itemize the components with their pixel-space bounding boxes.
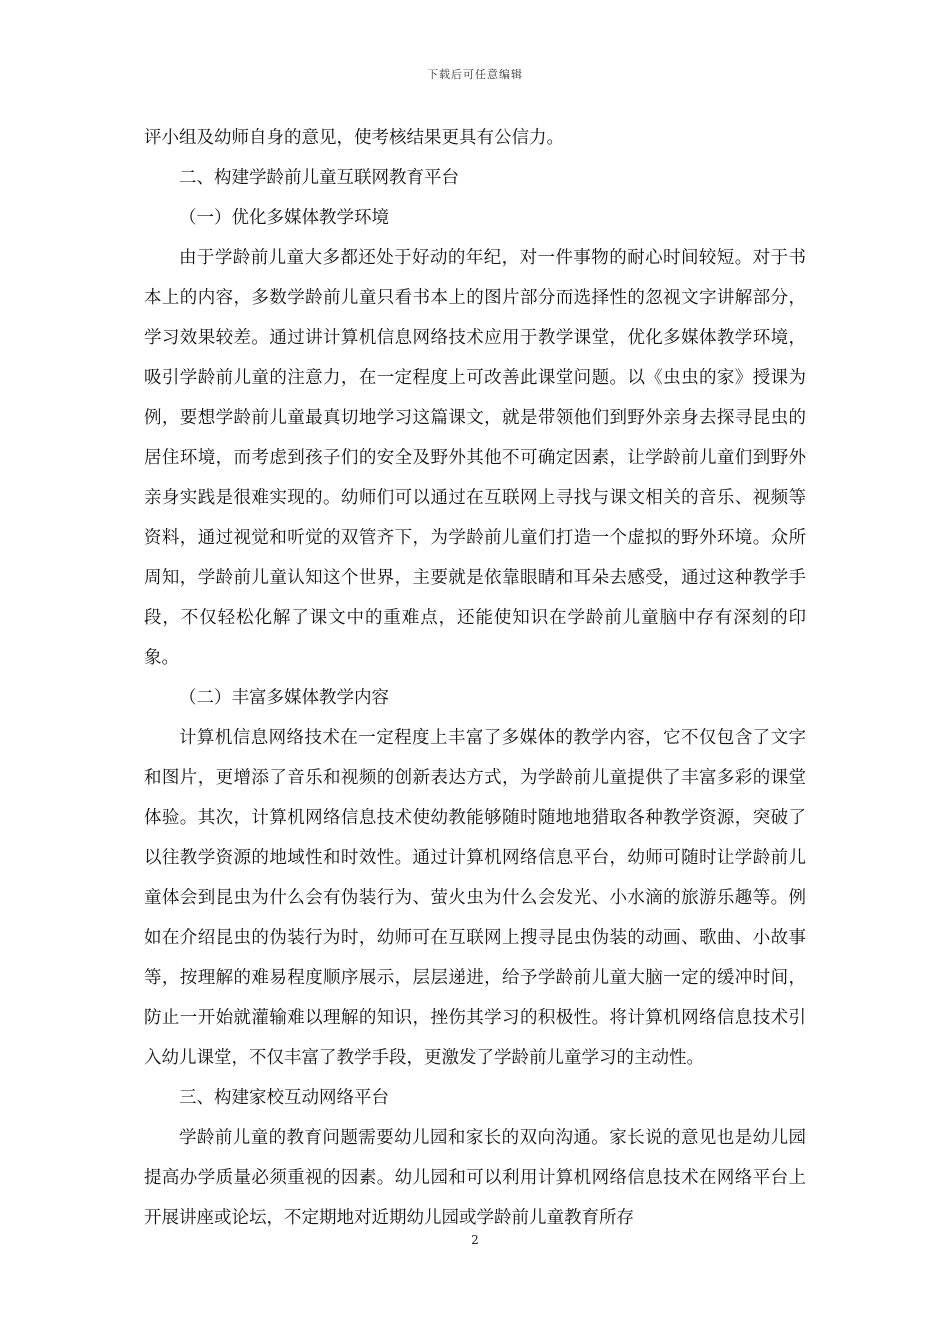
section-heading-3: 三、构建家校互动网络平台 [179,1088,389,1108]
paragraph: 学龄前儿童的教育问题需要幼儿园和家长的双向沟通。家长说的意见也是幼儿园提高办学质量必须重视的因素。幼儿园和可以利用计算机网络信息技术在网络平台上开展讲座或论坛，不定期地对近期幼儿园或学龄前儿童教育所存 [144,1128,806,1228]
subsection-heading-2-2: （二）丰富多媒体教学内容 [179,688,389,708]
section-heading-2: 二、构建学龄前儿童互联网教育平台 [179,168,459,188]
paragraph-continuation: 评小组及幼师自身的意见，使考核结果更具有公信力。 [144,128,564,148]
page-header: 下载后可任意编辑 [427,68,523,81]
paragraph: 计算机信息网络技术在一定程度上丰富了多媒体的教学内容，它不仅包含了文字和图片，更增添了音乐和视频的创新表达方式，为学龄前儿童提供了丰富多彩的课堂体验。其次，计算机网络信息技术使幼教能够随时随地地猎取各种教学资源，突破了以往教学资源的地域性和时效性。通过计算机网络信息平台，幼师可随时让学龄前儿童体会到昆虫为什么会有伪装行为、萤火虫为什么会发光、小水滴的旅游乐趣等。例如在介绍昆虫的伪装行为时，幼师可在互联网上搜寻昆虫伪装的动画、歌曲、小故事等，按理解的难易程度顺序展示，层层递进，给予学龄前儿童大脑一定的缓冲时间，防止一开始就灌输难以理解的知识，挫伤其学习的积极性。将计算机网络信息技术引入幼儿课堂，不仅丰富了教学手段，更激发了学龄前儿童学习的主动性。 [144,728,806,1068]
page-number: 2 [471,1233,479,1247]
body-text [144,118,806,1238]
subsection-heading-2-1: （一）优化多媒体教学环境 [179,208,389,228]
paragraph: 由于学龄前儿童大多都还处于好动的年纪，对一件事物的耐心时间较短。对于书本上的内容，多数学龄前儿童只看书本上的图片部分而选择性的忽视文字讲解部分，学习效果较差。通过讲计算机信息网络技术应用于教学课堂，优化多媒体教学环境，吸引学龄前儿童的注意力，在一定程度上可改善此课堂问题。以《虫虫的家》授课为例，要想学龄前儿童最真切地学习这篇课文，就是带领他们到野外亲身去探寻昆虫的居住环境，而考虑到孩子们的安全及野外其他不可确定因素，让学龄前儿童们到野外亲身实践是很难实现的。幼师们可以通过在互联网上寻找与课文相关的音乐、视频等资料，通过视觉和听觉的双管齐下，为学龄前儿童们打造一个虚拟的野外环境。众所周知，学龄前儿童认知这个世界，主要就是依靠眼睛和耳朵去感受，通过这种教学手段，不仅轻松化解了课文中的重难点，还能使知识在学龄前儿童脑中存有深刻的印象。 [144,248,806,668]
